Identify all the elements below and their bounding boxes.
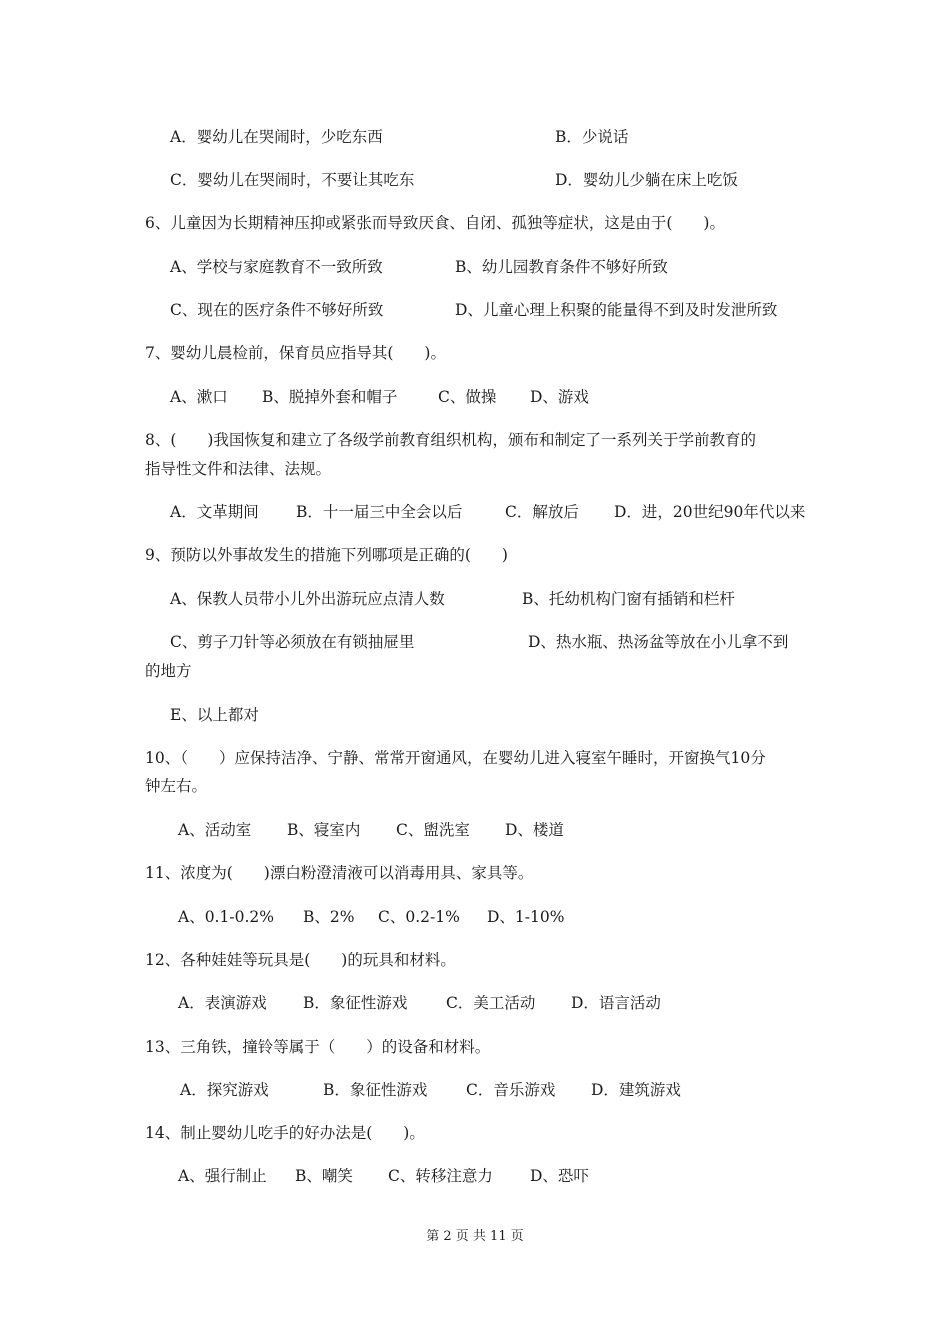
q7-option-c: C、做操: [438, 388, 497, 406]
q12-option-b: B．象征性游戏: [303, 994, 408, 1012]
q9-option-c: C、剪子刀针等必须放在有锁抽屉里: [170, 633, 415, 651]
q7-option-b: B、脱掉外套和帽子: [262, 388, 398, 406]
q9-option-a: A、保教人员带小儿外出游玩应点清人数: [170, 590, 445, 608]
q13-option-a: A．探究游戏: [180, 1081, 269, 1099]
q10-option-b: B、寝室内: [287, 821, 361, 839]
q14-option-a: A、强行制止: [178, 1167, 267, 1185]
q9-stem: 9、预防以外事故发生的措施下列哪项是正确的( ): [145, 546, 508, 564]
q9-option-b: B、托幼机构门窗有插销和栏杆: [522, 590, 735, 608]
q5-option-c: C．婴幼儿在哭闹时，不要让其吃东: [170, 171, 415, 189]
q12-stem: 12、各种娃娃等玩具是( )的玩具和材料。: [145, 951, 456, 969]
q8-option-d: D．进，20世纪90年代以来: [614, 503, 806, 521]
q5-option-b: B．少说话: [555, 128, 629, 146]
q11-option-d: D、1-10%: [487, 908, 565, 926]
q10-option-a: A、活动室: [178, 821, 252, 839]
q6-option-a: A、学校与家庭教育不一致所致: [170, 258, 383, 276]
q6-stem: 6、儿童因为长期精神压抑或紧张而导致厌食、自闭、孤独等症状，这是由于( )。: [145, 214, 725, 232]
q8-option-b: B．十一届三中全会以后: [296, 503, 463, 521]
q11-option-c: C、0.2-1%: [378, 908, 460, 926]
q13-stem: 13、三角铁，撞铃等属于（ ）的设备和材料。: [145, 1038, 491, 1056]
q7-stem: 7、婴幼儿晨检前，保育员应指导其( )。: [145, 344, 446, 362]
q14-option-c: C、转移注意力: [388, 1167, 493, 1185]
q10-option-c: C、盥洗室: [396, 821, 470, 839]
q9-option-d-line1: D、热水瓶、热汤盆等放在小儿拿不到: [528, 633, 789, 651]
q12-option-d: D．语言活动: [571, 994, 661, 1012]
q13-option-d: D．建筑游戏: [591, 1081, 681, 1099]
q5-option-a: A．婴幼儿在哭闹时，少吃东西: [170, 128, 383, 146]
q12-option-c: C．美工活动: [446, 994, 536, 1012]
q10-stem-line1: 10、（ ）应保持洁净、宁静、常常开窗通风，在婴幼儿进入寝室午睡时，开窗换气10分: [145, 749, 766, 767]
q9-option-e: E、以上都对: [170, 706, 259, 724]
q13-option-c: C．音乐游戏: [466, 1081, 556, 1099]
q9-option-d-line2: 的地方: [145, 662, 192, 680]
q6-option-b: B、幼儿园教育条件不够好所致: [455, 258, 668, 276]
q8-stem-line1: 8、( )我国恢复和建立了各级学前教育组织机构，颁布和制定了一系列关于学前教育的: [145, 431, 756, 449]
q11-stem: 11、浓度为( )漂白粉澄清液可以消毒用具、家具等。: [145, 864, 534, 882]
page-number-footer: 第 2 页 共 11 页: [426, 1229, 524, 1244]
q8-stem-line2: 指导性文件和法律、法规。: [145, 460, 332, 478]
q13-option-b: B．象征性游戏: [323, 1081, 428, 1099]
q5-option-d: D．婴幼儿少躺在床上吃饭: [555, 171, 738, 189]
q7-option-d: D、游戏: [530, 388, 589, 406]
q10-stem-line2: 钟左右。: [145, 777, 208, 795]
q14-option-b: B、嘲笑: [295, 1167, 353, 1185]
q14-option-d: D、恐吓: [530, 1167, 589, 1185]
q6-option-c: C、现在的医疗条件不够好所致: [170, 301, 384, 319]
q11-option-b: B、2%: [303, 908, 355, 926]
q10-option-d: D、楼道: [505, 821, 564, 839]
q14-stem: 14、制止婴幼儿吃手的好办法是( )。: [145, 1124, 425, 1142]
q6-option-d: D、儿童心理上积聚的能量得不到及时发泄所致: [455, 301, 778, 319]
q12-option-a: A．表演游戏: [178, 994, 267, 1012]
q8-option-a: A．文革期间: [170, 503, 259, 521]
q11-option-a: A、0.1-0.2%: [178, 908, 274, 926]
q7-option-a: A、漱口: [170, 388, 228, 406]
q8-option-c: C．解放后: [505, 503, 579, 521]
